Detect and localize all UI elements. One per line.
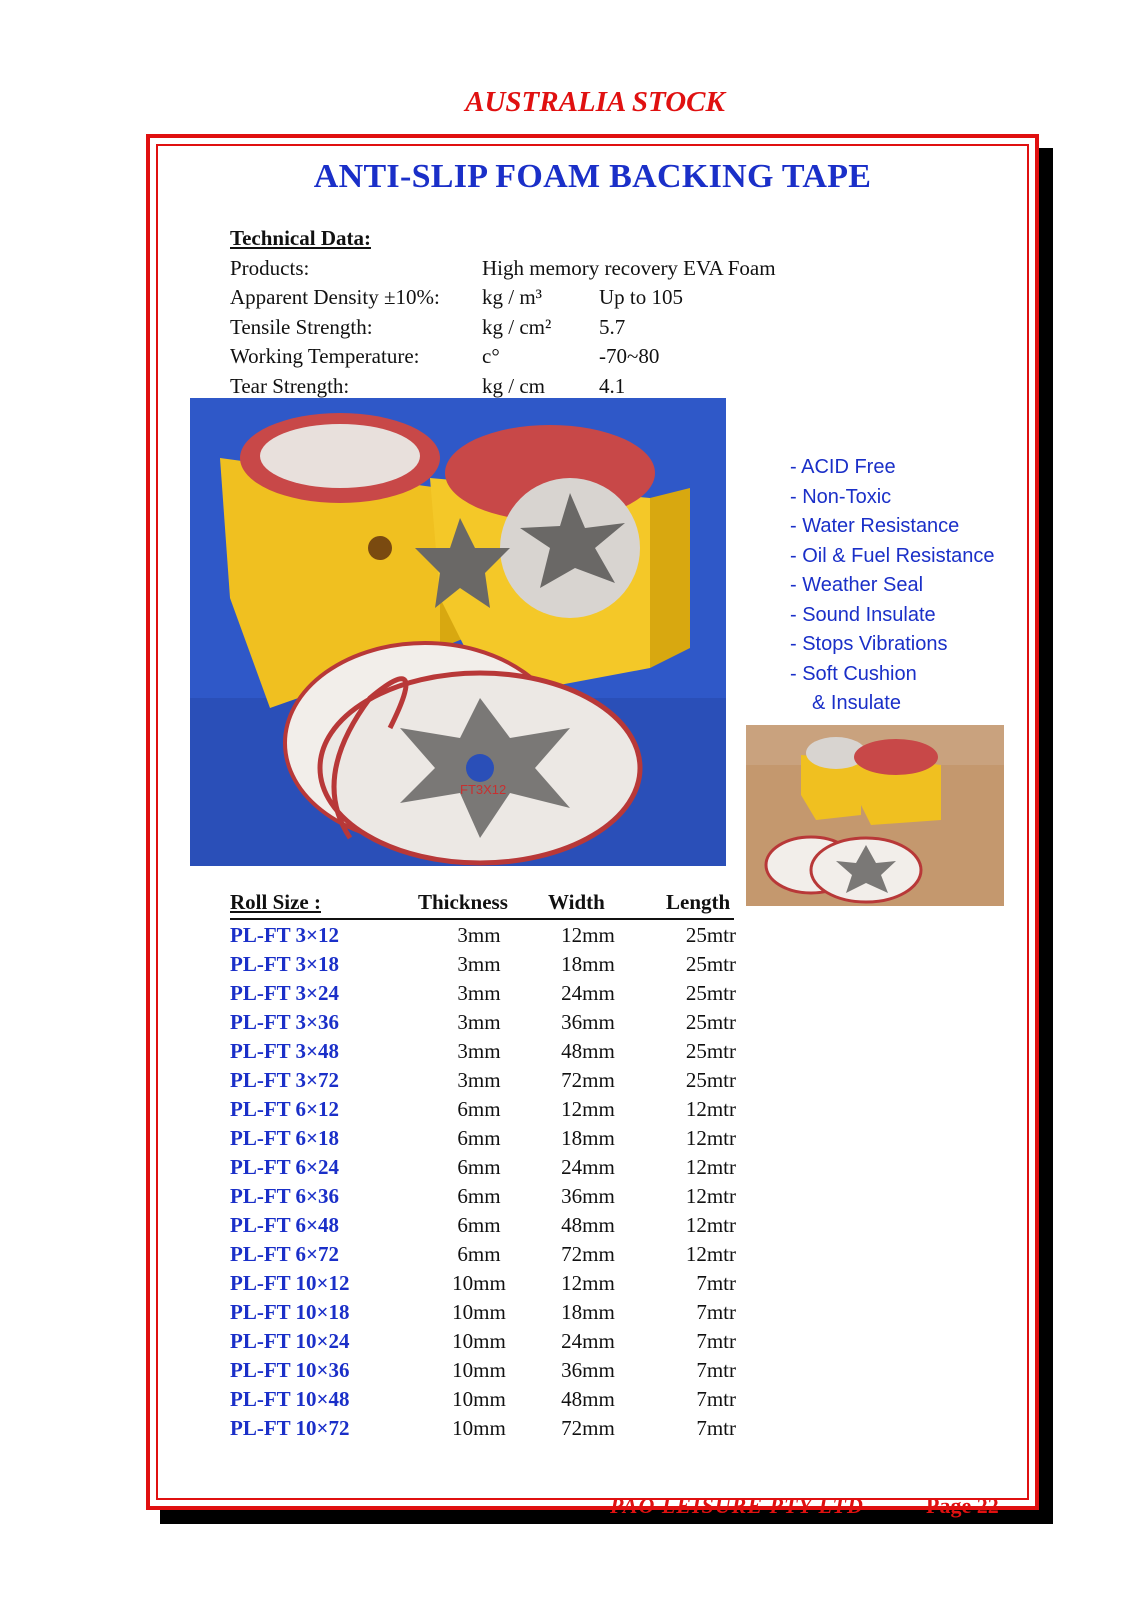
table-row — [230, 978, 734, 1007]
feature-list — [790, 453, 995, 719]
thickness-cell: 10mm — [452, 1271, 506, 1295]
thickness-cell: 3mm — [457, 1039, 501, 1063]
product-photo-small — [746, 725, 1004, 906]
table-row — [230, 1239, 734, 1268]
coil-label: FT3X12 — [460, 782, 507, 797]
feature-item: - Soft Cushion — [790, 662, 917, 685]
thickness-cell: 10mm — [452, 1416, 506, 1440]
tech-label: Tensile Strength: — [230, 314, 373, 339]
length-cell: 12mtr — [685, 1213, 736, 1237]
table-row — [230, 1181, 734, 1210]
tech-row — [230, 254, 776, 284]
roll-code: PL-FT 6×18 — [230, 1126, 339, 1150]
roll-code: PL-FT 6×12 — [230, 1097, 339, 1121]
table-row — [230, 1094, 734, 1123]
table-header — [230, 890, 734, 920]
table-row — [230, 920, 734, 949]
roll-code: PL-FT 6×72 — [230, 1242, 339, 1266]
table-row — [230, 1297, 734, 1326]
length-cell: 25mtr — [685, 1010, 736, 1034]
width-cell: 36mm — [561, 1358, 615, 1382]
thickness-cell: 6mm — [457, 1097, 501, 1121]
table-row — [230, 1007, 734, 1036]
feature-item: - Oil & Fuel Resistance — [790, 544, 995, 567]
width-cell: 48mm — [561, 1213, 615, 1237]
tech-row — [230, 372, 626, 402]
table-row — [230, 1268, 734, 1297]
feature-item: - Non-Toxic — [790, 485, 892, 508]
roll-code: PL-FT 10×18 — [230, 1300, 350, 1324]
thickness-cell: 3mm — [457, 923, 501, 947]
tech-unit: c° — [482, 344, 500, 368]
roll-code: PL-FT 10×36 — [230, 1358, 350, 1382]
length-cell: 7mtr — [696, 1329, 736, 1353]
tech-unit: High memory recovery EVA Foam — [482, 255, 776, 280]
roll-code: PL-FT 3×24 — [230, 981, 339, 1005]
technical-data-heading: Technical Data: — [230, 226, 371, 250]
width-cell: 12mm — [561, 923, 615, 947]
length-cell: 12mtr — [685, 1242, 736, 1266]
length-cell: 25mtr — [685, 981, 736, 1005]
width-cell: 18mm — [561, 1300, 615, 1324]
roll-code: PL-FT 10×48 — [230, 1387, 350, 1411]
thickness-cell: 3mm — [457, 952, 501, 976]
table-row — [230, 1326, 734, 1355]
tech-value: 5.7 — [599, 314, 626, 339]
table-row — [230, 1123, 734, 1152]
header-width: Width — [548, 890, 605, 914]
feature-item: - Weather Seal — [790, 574, 924, 596]
header-australia-stock: AUSTRALIA STOCK — [465, 86, 725, 118]
thickness-cell: 6mm — [457, 1213, 501, 1237]
width-cell: 24mm — [561, 981, 615, 1005]
roll-code: PL-FT 10×24 — [230, 1329, 350, 1353]
roll-code: PL-FT 10×12 — [230, 1271, 350, 1295]
roll-code: PL-FT 6×36 — [230, 1184, 339, 1208]
thickness-cell: 3mm — [457, 1068, 501, 1092]
width-cell: 36mm — [561, 1010, 615, 1034]
tech-value: 4.1 — [599, 373, 626, 398]
width-cell: 72mm — [561, 1242, 615, 1266]
table-body — [230, 920, 734, 1442]
thickness-cell: 6mm — [457, 1184, 501, 1208]
thickness-cell: 10mm — [452, 1358, 506, 1382]
feature-item: - Water Resistance — [790, 515, 960, 537]
roll-size-table — [230, 890, 734, 1442]
length-cell: 12mtr — [685, 1126, 736, 1150]
content-frame — [146, 134, 1039, 1510]
roll-code: PL-FT 3×48 — [230, 1039, 339, 1063]
thickness-cell: 6mm — [457, 1155, 501, 1179]
table-row — [230, 1355, 734, 1384]
roll-code: PL-FT 3×12 — [230, 923, 339, 947]
tech-label: Apparent Density ±10%: — [230, 285, 440, 309]
length-cell: 7mtr — [696, 1271, 736, 1295]
feature-item: & Insulate — [812, 692, 901, 714]
table-row — [230, 1065, 734, 1094]
width-cell: 72mm — [561, 1068, 615, 1092]
width-cell: 48mm — [561, 1387, 615, 1411]
length-cell: 25mtr — [685, 952, 736, 976]
page-title: ANTI-SLIP FOAM BACKING TAPE — [313, 158, 872, 195]
width-cell: 24mm — [561, 1329, 615, 1353]
thickness-cell: 10mm — [452, 1329, 506, 1353]
tech-row — [230, 342, 660, 372]
length-cell: 12mtr — [685, 1155, 736, 1179]
roll-code: PL-FT 3×72 — [230, 1068, 339, 1092]
width-cell: 72mm — [561, 1416, 615, 1440]
tech-unit: kg / m³ — [482, 285, 542, 309]
width-cell: 12mm — [561, 1271, 615, 1295]
length-cell: 7mtr — [696, 1416, 736, 1440]
tech-unit: kg / cm² — [482, 314, 552, 339]
length-cell: 25mtr — [685, 923, 736, 947]
roll-code: PL-FT 3×36 — [230, 1010, 339, 1034]
length-cell: 25mtr — [685, 1039, 736, 1063]
table-row — [230, 1152, 734, 1181]
width-cell: 18mm — [561, 952, 615, 976]
tech-label: Tear Strength: — [230, 373, 350, 398]
width-cell: 24mm — [561, 1155, 615, 1179]
footer-company: PAO LEISURE PTY LTD — [610, 1493, 864, 1518]
product-photo-main — [190, 398, 726, 866]
table-row — [230, 949, 734, 978]
length-cell: 12mtr — [685, 1097, 736, 1121]
length-cell: 7mtr — [696, 1358, 736, 1382]
width-cell: 48mm — [561, 1039, 615, 1063]
thickness-cell: 3mm — [457, 1010, 501, 1034]
roll-code: PL-FT 6×24 — [230, 1155, 339, 1179]
roll-code: PL-FT 6×48 — [230, 1213, 339, 1237]
table-row — [230, 1036, 734, 1065]
tech-label: Working Temperature: — [230, 344, 420, 368]
tech-label: Products: — [230, 255, 310, 280]
feature-item: - ACID Free — [790, 456, 896, 478]
length-cell: 7mtr — [696, 1300, 736, 1324]
tech-value: Up to 105 — [599, 285, 683, 309]
tech-unit: kg / cm — [482, 373, 545, 398]
thickness-cell: 3mm — [457, 981, 501, 1005]
header-length: Length — [666, 890, 731, 914]
tech-row — [230, 283, 683, 313]
technical-data — [230, 224, 776, 401]
table-row — [230, 1384, 734, 1413]
roll-code: PL-FT 10×72 — [230, 1416, 350, 1440]
length-cell: 12mtr — [685, 1184, 736, 1208]
header-thickness: Thickness — [418, 890, 508, 914]
thickness-cell: 10mm — [452, 1300, 506, 1324]
length-cell: 7mtr — [696, 1387, 736, 1411]
thickness-cell: 10mm — [452, 1387, 506, 1411]
thickness-cell: 6mm — [457, 1126, 501, 1150]
length-cell: 25mtr — [685, 1068, 736, 1092]
footer-page-number: Page 22 — [926, 1493, 999, 1518]
tech-value: -70~80 — [599, 344, 660, 368]
feature-item: - Stops Vibrations — [790, 633, 948, 655]
thickness-cell: 6mm — [457, 1242, 501, 1266]
width-cell: 12mm — [561, 1097, 615, 1121]
width-cell: 36mm — [561, 1184, 615, 1208]
tech-row — [230, 313, 626, 343]
header-roll-size: Roll Size : — [230, 890, 321, 914]
table-row — [230, 1210, 734, 1239]
width-cell: 18mm — [561, 1126, 615, 1150]
feature-item: - Sound Insulate — [790, 603, 936, 626]
roll-code: PL-FT 3×18 — [230, 952, 339, 976]
table-row — [230, 1413, 734, 1442]
